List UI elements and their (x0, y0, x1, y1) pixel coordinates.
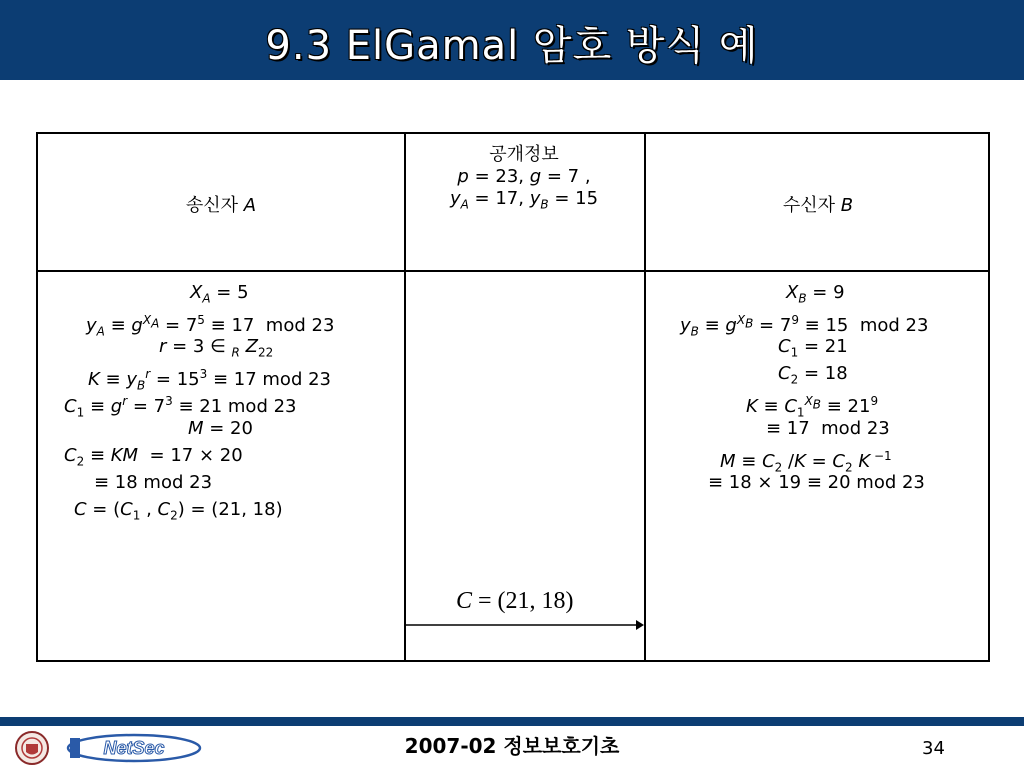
transmission-arrow (406, 614, 644, 636)
sender-step: M = 20 (188, 418, 253, 439)
sender-header: 송신자 A (185, 195, 257, 216)
sender-step: $X_A = 5$ (190, 282, 249, 306)
sender-step: $K \equiv y_B^r = 15^3 \equiv 17$ mod 23 (88, 367, 331, 393)
ciphertext-label: C = (21, 18) (456, 588, 574, 614)
public-params-line-2: $y_A = 17$, $y_B = 15$ (449, 188, 599, 212)
receiver-step: ≡ 17 mod 23 (766, 418, 890, 439)
sender-step: $C = (C_1$ , $C_2) = (21$, 18) (74, 499, 283, 523)
public-params-line-1: p = 23, g = 7 , (457, 166, 591, 187)
receiver-step: $C_1 = 21$ (778, 336, 848, 360)
sender-step: $C_1 \equiv g^r = 7^3 \equiv 21$ mod 23 (64, 394, 297, 420)
sender-step: $C_2$ ≡ KM = 17 × 20 (64, 445, 243, 469)
public-info-title: 공개정보 (489, 144, 559, 165)
receiver-step: $C_2 = 18$ (778, 363, 848, 387)
receiver-step: $X_B = 9$ (786, 282, 845, 306)
slide-title: 9.3 ElGamal 암호 방식 예 (265, 23, 759, 69)
footer-title: 2007-02 정보보호기초 (404, 734, 620, 758)
receiver-step: ≡ 18 × 19 ≡ 20 mod 23 (708, 472, 925, 493)
svg-text:NetSec: NetSec (103, 738, 165, 758)
row-divider (38, 270, 988, 272)
public-info-header (404, 144, 644, 216)
sender-step: ≡ 18 mod 23 (94, 472, 213, 493)
sender-step: r = 3 ∈ $_R$ $Z_{22}$ (159, 336, 274, 360)
page-number: 34 (922, 738, 945, 759)
receiver-step: $K \equiv C_1^{X_B} \equiv 21^9$ (746, 394, 879, 420)
receiver-step: $M \equiv C_2$ $/K = C_2$ K $^{-1}$ (720, 449, 892, 475)
receiver-header: 수신자 B (782, 195, 854, 216)
protocol-table (36, 132, 990, 662)
footer-bar (0, 717, 1024, 726)
receiver-step: $y_B \equiv g^{X_B} = 7^9 \equiv 15$ mod 23 (680, 313, 929, 339)
sender-step: $y_A \equiv g^{X_A} = 7^5 \equiv 17$ mod 23 (86, 313, 335, 339)
